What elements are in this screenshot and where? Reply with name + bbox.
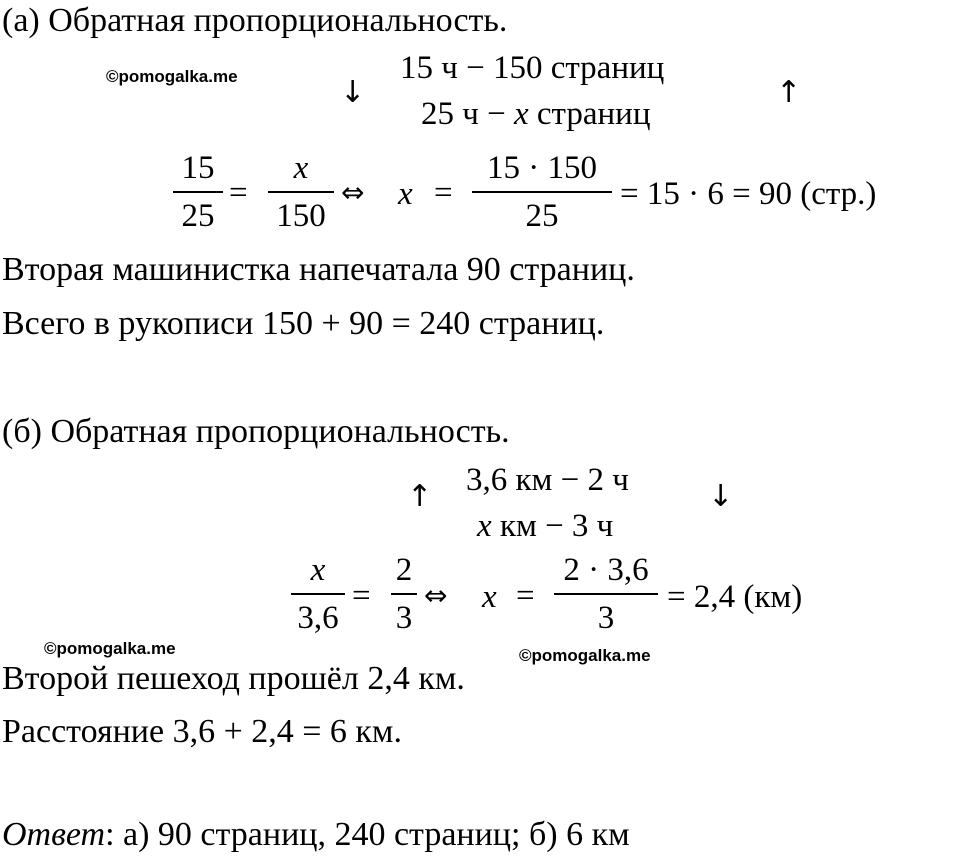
proportion-row-2 <box>477 510 613 543</box>
proportion-row-2 <box>421 98 650 131</box>
equals-sign: = <box>434 175 453 211</box>
fraction-x-3-6 <box>290 554 346 635</box>
numerator: 2 <box>395 552 413 588</box>
fraction-15x150-25 <box>472 152 612 233</box>
answer-label: Ответ <box>2 816 106 853</box>
denominator: 3 <box>395 600 413 636</box>
numerator: 15 · 150 <box>487 150 597 186</box>
equals-sign: = <box>229 175 248 211</box>
numerator: x <box>310 552 326 588</box>
row-2-rest: км − 3 ч <box>491 508 614 544</box>
numerator: x <box>293 150 309 186</box>
variable-x: x <box>513 96 529 132</box>
iff-symbol: ⇔ <box>424 579 448 612</box>
arrow-up-icon: ↑ <box>407 479 433 514</box>
row-2-number: 25 ч − <box>421 96 514 132</box>
proportion-row-1: 3,6 км − 2 ч <box>466 462 629 498</box>
watermark: ©pomogalka.me <box>44 639 176 658</box>
equation-result: = 15 · 6 = 90 (стр.) <box>620 176 877 212</box>
equation-result: = 2,4 (км) <box>667 579 803 615</box>
numerator: 2 · 3,6 <box>563 552 649 588</box>
fraction-x-150 <box>268 152 334 233</box>
arrow-up-icon: ↑ <box>776 75 802 110</box>
part-b-line-1: Второй пешеход прошёл 2,4 км. <box>2 660 465 697</box>
denominator: 3,6 <box>297 600 339 636</box>
equals-sign: = <box>516 578 535 614</box>
fraction-15-25 <box>172 152 224 233</box>
variable-x: x <box>477 508 492 544</box>
fraction-2-3 <box>390 554 418 635</box>
fraction-2x3-6-3 <box>552 554 660 635</box>
answer-line <box>2 818 630 852</box>
watermark: ©pomogalka.me <box>519 646 651 665</box>
fraction-bar <box>391 593 417 595</box>
denominator: 25 <box>525 198 559 234</box>
watermark: ©pomogalka.me <box>106 67 238 86</box>
numerator: 15 <box>181 150 215 186</box>
fraction-bar <box>291 593 345 595</box>
proportion-row-1: 15 ч − 150 страниц <box>400 50 665 86</box>
part-a-line-1: Вторая машинистка напечатала 90 страниц. <box>2 251 635 288</box>
fraction-bar <box>173 191 223 193</box>
fraction-bar <box>472 191 612 193</box>
denominator: 25 <box>181 198 215 234</box>
denominator: 3 <box>597 600 615 636</box>
denominator: 150 <box>276 198 326 234</box>
arrow-down-icon: ↓ <box>340 75 366 110</box>
fraction-bar <box>268 191 334 193</box>
variable-x: x <box>398 176 413 212</box>
part-a-heading: (а) Обратная пропорциональность. <box>2 2 508 39</box>
arrow-down-icon: ↓ <box>708 479 734 514</box>
equals-sign: = <box>352 578 371 614</box>
answer-text: : а) 90 страниц, 240 страниц; б) 6 км <box>105 816 630 853</box>
iff-symbol: ⇔ <box>341 176 365 209</box>
variable-x: x <box>482 579 497 615</box>
part-b-heading: (б) Обратная пропорциональность. <box>2 413 510 450</box>
part-a-line-2: Всего в рукописи 150 + 90 = 240 страниц. <box>2 305 605 342</box>
part-b-line-2: Расстояние 3,6 + 2,4 = 6 км. <box>2 713 402 750</box>
fraction-bar <box>554 593 658 595</box>
row-2-unit: страниц <box>528 96 651 132</box>
